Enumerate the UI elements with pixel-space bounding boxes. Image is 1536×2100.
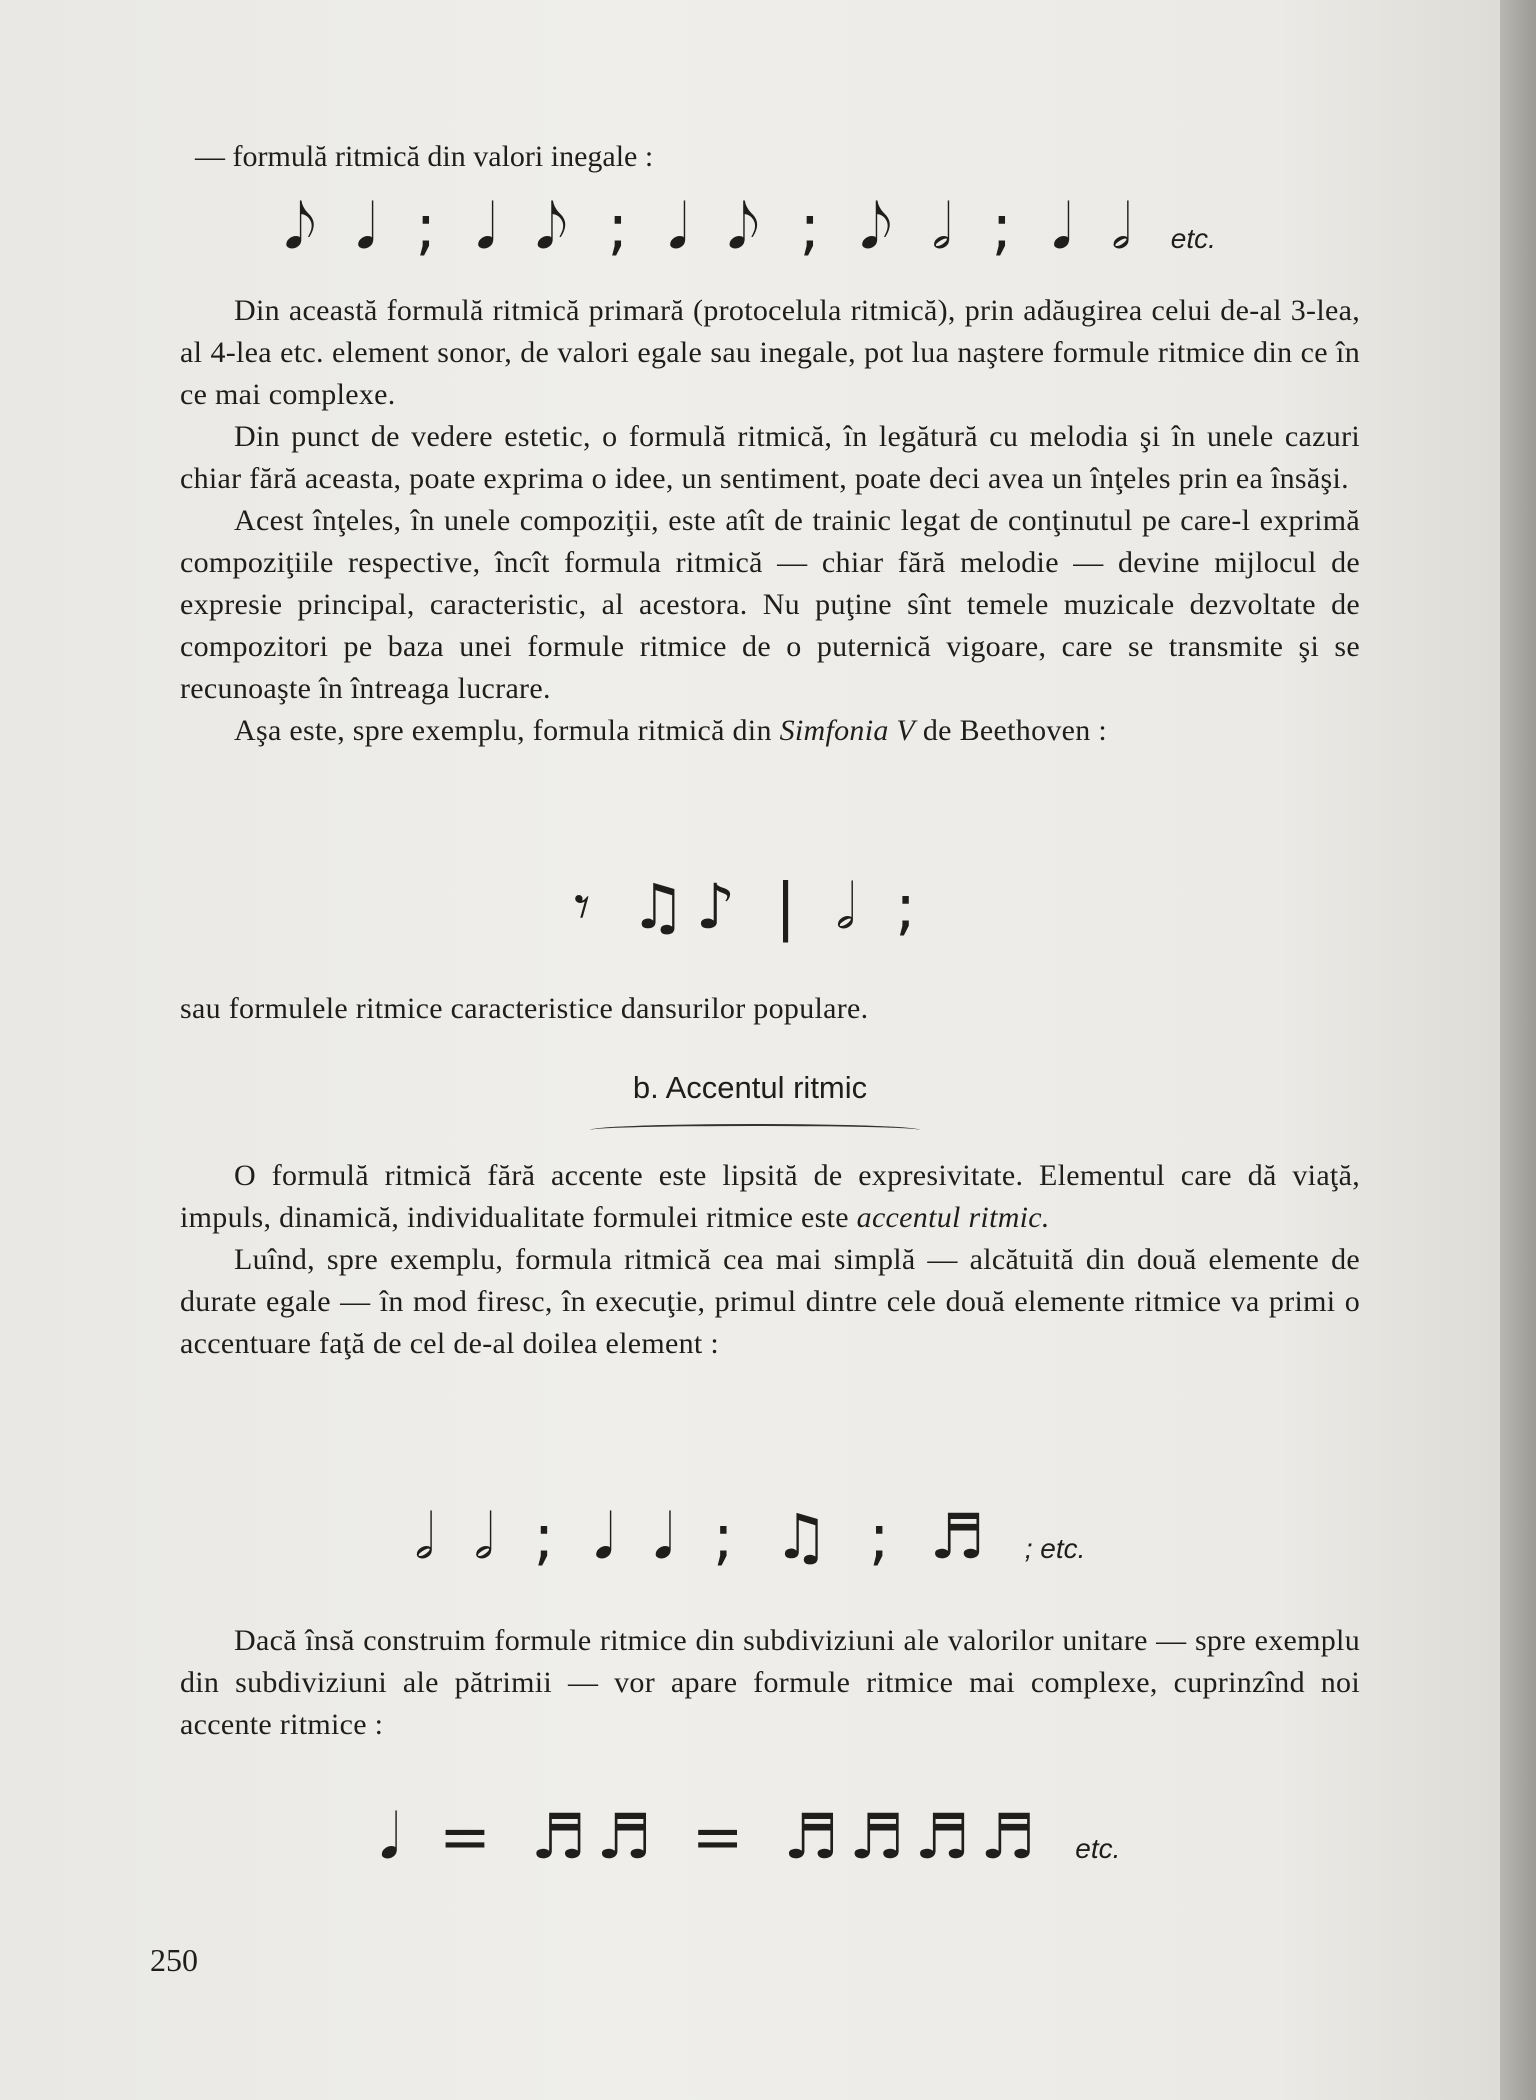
- rhythm-notes: 𝅗𝅥 𝅗𝅥 ; 𝅘𝅥 𝅘𝅥 ; ♫ ; ♬: [414, 1500, 995, 1573]
- rhythm-notes: 𝅘𝅥𝅮 𝅘𝅥 ; 𝅘𝅥 𝅘𝅥𝅮 ; 𝅘𝅥 𝅘𝅥𝅮 ; 𝅘𝅥𝅮 𝅗𝅥 ; 𝅘𝅥 𝅗𝅥: [284, 190, 1142, 263]
- half-note: 𝅗𝅥: [835, 870, 866, 943]
- equals-2: =: [691, 1800, 754, 1873]
- paragraph-dansuri: sau formulele ritmice caracteristice dansurilor populare.: [180, 992, 869, 1025]
- paragraph-protocelula: Din această formulă ritmică primară (protocelula ritmică), prin adăugirea celui de-al 3-lea, al 4-lea etc. element sonor, de valori egale sau inegale, pot lua naştere formule ritmice din ce în ce mai complexe.: [180, 294, 1360, 411]
- lead-line: — formulă ritmică din valori inegale :: [195, 140, 654, 173]
- etc-label: etc.: [1170, 223, 1216, 254]
- paragraph-beethoven: Aşa este, spre exemplu, formula ritmică din Simfonia V de Beethoven :: [234, 714, 1108, 747]
- beamed-notes: ♫♪: [630, 870, 746, 943]
- thirty-second-group: ♬♬♬♬: [783, 1800, 1046, 1873]
- paragraph-subdiviziuni: Dacă însă construim formule ritmice din subdiviziuni ale valorilor unitare — spre exemplu din subdiviziuni ale pătrimii — vor apare formule ritmice mai complexe, cuprinzînd noi accente ritmice :: [180, 1624, 1360, 1741]
- page-number: 250: [150, 1942, 198, 1978]
- paragraph-estetic: Din punct de vedere estetic, o formulă ritmică, în legătură cu melodia şi în unele cazuri chiar fără aceasta, poate exprima o idee, un sentiment, poate deci avea un înţeles prin ea însăşi.: [180, 420, 1360, 495]
- equals-1: =: [439, 1800, 501, 1873]
- term-accent: accentul ritmic.: [856, 1201, 1050, 1234]
- text-block-4: [180, 1620, 1360, 1746]
- heading-underline: [590, 1124, 920, 1136]
- work-title: Simfonia V: [779, 714, 916, 747]
- sixteenth-group: ♬♬: [530, 1800, 662, 1873]
- quarter-note: 𝅘𝅥: [379, 1800, 410, 1873]
- paragraph-simple-formula: Luînd, spre exemplu, formula ritmică cea mai simplă — alcătuită din două elemente de durate egale — în mod firesc, în execuţie, primul dintre cele două elemente ritmice va primi o accentuare faţă de cel de-al doilea element :: [180, 1243, 1360, 1360]
- text-block-3: [180, 1155, 1360, 1365]
- page-edge: [1500, 0, 1536, 2100]
- etc-label: ; etc.: [1024, 1533, 1086, 1564]
- rhythm-example-unequal: [0, 190, 1500, 264]
- semicolon: ;: [895, 870, 927, 943]
- rhythm-example-beethoven: [0, 870, 1500, 944]
- paragraph-accent: O formulă ritmică fără accente este lipsită de expresivitate. Elementul care dă viaţă, impuls, dinamică, individualitate formulei ritmice este accentul ritmic.: [180, 1159, 1360, 1234]
- rest-symbol: 𝄾: [573, 870, 601, 943]
- etc-label: etc.: [1075, 1833, 1121, 1864]
- section-heading: b. Accentul ritmic: [632, 1070, 868, 1105]
- text-block-1: [180, 290, 1360, 752]
- paragraph-inteles: Acest înţeles, în unele compoziţii, este atît de trainic legat de conţinutul pe care-l exprimă compoziţiile respective, încît formula ritmică — chiar fără melodie — devine mijlocul de expresie principal, caracteristic, al acestora. Nu puţine sînt temele muzicale dezvoltate de compozitori pe baza unei formule ritmice de o puternică vigoare, care se transmite şi se recunoaşte în întreaga lucrare.: [180, 504, 1360, 705]
- rhythm-example-subdivisions: [0, 1800, 1500, 1874]
- text-block-2: [180, 988, 1360, 1030]
- rhythm-example-accents: [0, 1500, 1500, 1574]
- bar-line: |: [775, 870, 806, 943]
